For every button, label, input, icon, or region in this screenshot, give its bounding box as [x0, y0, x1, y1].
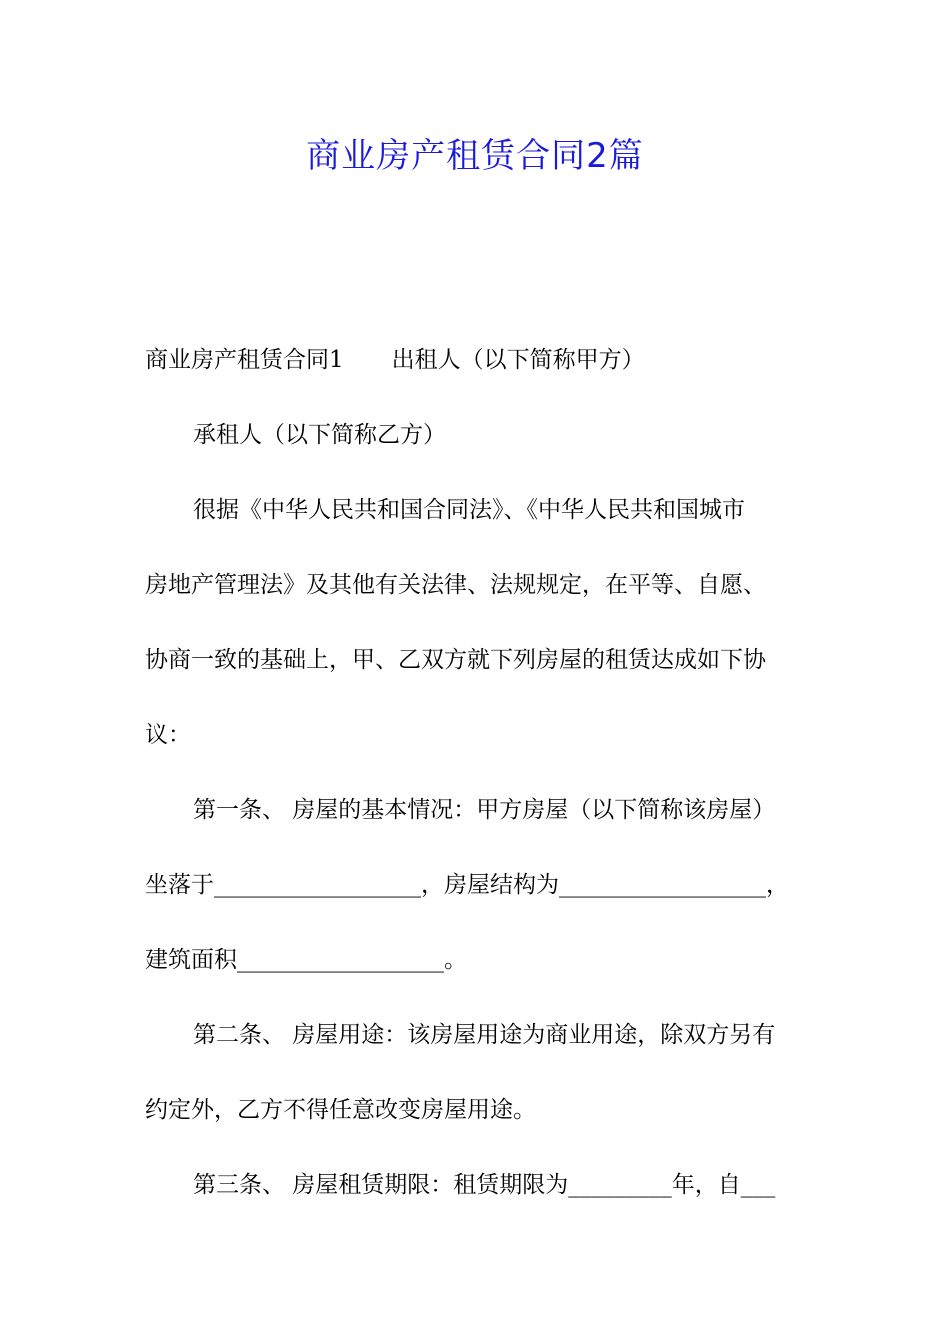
- lessee-line: 承租人（以下简称乙方）: [193, 422, 446, 448]
- paragraph-line: 坐落于__________________，房屋结构为__________________，: [145, 872, 789, 898]
- article-line: 第二条、 房屋用途：该房屋用途为商业用途，除双方另有: [193, 1022, 776, 1048]
- paragraph-line: 约定外，乙方不得任意改变房屋用途。: [145, 1097, 536, 1123]
- lessor-line: 出租人（以下简称甲方）: [391, 347, 645, 373]
- article-line: 第一条、 房屋的基本情况：甲方房屋（以下简称该房屋）: [193, 797, 776, 823]
- paragraph-line: 议：: [145, 722, 191, 748]
- contract-heading-line: [145, 345, 645, 375]
- paragraph-line: 很据《中华人民共和国合同法》、《中华人民共和国城市: [193, 497, 745, 523]
- paragraph-line: 房地产管理法》及其他有关法律、法规规定，在平等、自愿、: [145, 572, 766, 598]
- paragraph-line: 建筑面积__________________。: [145, 947, 467, 973]
- article-line: 第三条、 房屋租赁期限：租赁期限为_________年，自___: [193, 1172, 776, 1198]
- contract-subtitle: 商业房产租赁合同1: [145, 347, 344, 373]
- paragraph-line: 协商一致的基础上，甲、乙双方就下列房屋的租赁达成如下协: [145, 647, 766, 673]
- document-title: 商业房产租赁合同2篇: [306, 136, 644, 176]
